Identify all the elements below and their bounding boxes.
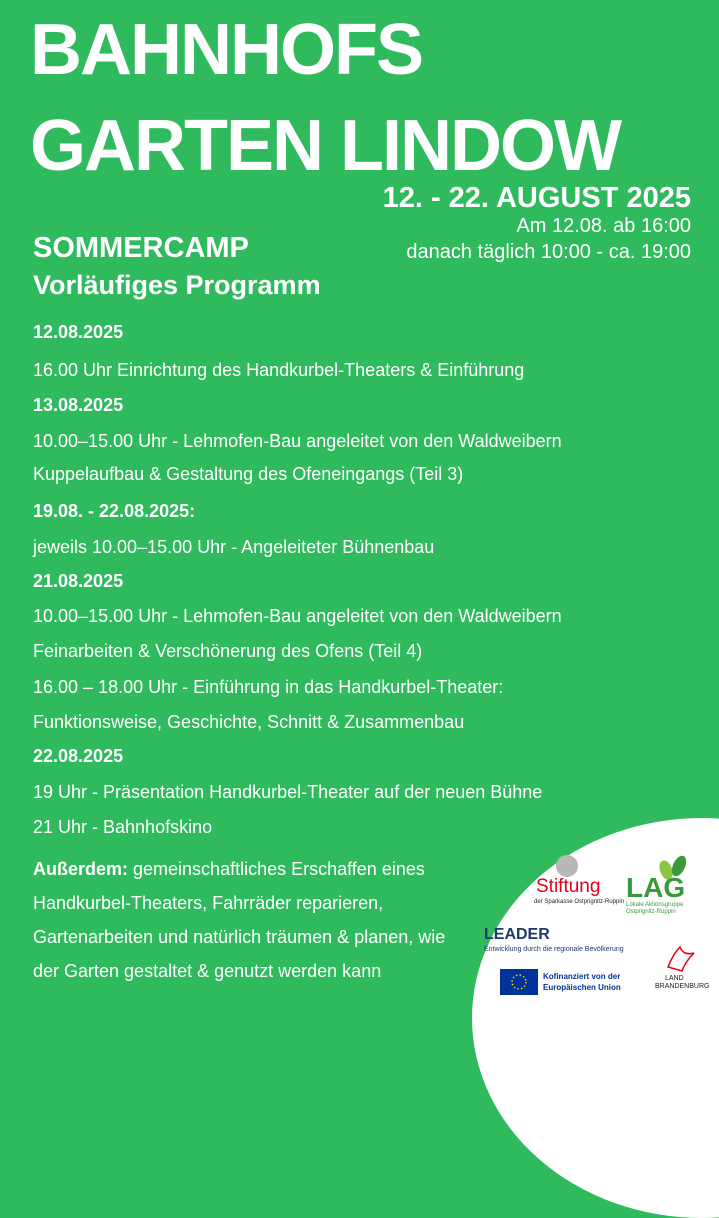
title-line-2: GARTEN LINDOW [30, 106, 620, 186]
schedule-line: Funktionsweise, Geschichte, Schnitt & Zusammenbau [33, 712, 465, 732]
brandenburg-text-2: BRANDENBURG [655, 983, 710, 990]
schedule-line: 10.00–15.00 Uhr - Lehmofen-Bau angeleitet von den Waldweibern [33, 606, 562, 626]
schedule-line: jeweils 10.00–15.00 Uhr - Angeleiteter Bühnenbau [33, 537, 435, 557]
camp-heading: SOMMERCAMP [33, 232, 249, 264]
title-line-1: BAHNHOFS [30, 10, 422, 90]
schedule-line: 10.00–15.00 Uhr - Lehmofen-Bau angeleitet von den Waldweibern [33, 431, 562, 451]
leader-subtitle: Entwicklung durch die regionale Bevölkerung [484, 946, 624, 953]
schedule-line: 19 Uhr - Präsentation Handkurbel-Theater auf der neuen Bühne [33, 782, 543, 802]
lag-subtitle-2: Ostprignitz-Ruppin [626, 909, 676, 915]
schedule-line: 16.00 Uhr Einrichtung des Handkurbel-Theaters & Einführung [33, 360, 525, 380]
schedule-line: 12.08.2025 [33, 322, 124, 342]
brandenburg-eagle-icon [664, 943, 696, 973]
eu-text-2: Europäischen Union [543, 983, 621, 992]
stiftung-subtitle: der Sparkasse Ostprignitz-Ruppin [534, 899, 625, 905]
daily-hours: danach täglich 10:00 - ca. 19:00 [406, 241, 691, 263]
schedule-line: Feinarbeiten & Verschönerung des Ofens (Teil 4) [33, 641, 423, 661]
opening-time: Am 12.08. ab 16:00 [516, 215, 691, 237]
additional-activities [33, 852, 473, 988]
additional-label: Außerdem: [33, 859, 129, 879]
schedule-line: 16.00 – 18.00 Uhr - Einführung in das Handkurbel-Theater: [33, 677, 504, 697]
schedule-line: Kuppelaufbau & Gestaltung des Ofeneingangs (Teil 3) [33, 464, 464, 484]
program-heading: Vorläufiges Programm [33, 270, 321, 300]
additional-text: gemeinschaftliches Erschaffen eines Handkurbel-Theaters, Fahrräder reparieren, Gartenarbeiten und natürlich träumen & planen, wie der Garten gestaltet & genutzt werden kann [33, 859, 446, 981]
brandenburg-text-1: LAND [665, 975, 684, 982]
schedule-line: 19.08. - 22.08.2025: [33, 501, 196, 521]
lag-subtitle-1: Lokale Aktionsgruppe [626, 902, 684, 908]
event-dates: 12. - 22. AUGUST 2025 [382, 182, 691, 214]
lag-logo: LAG [626, 872, 686, 903]
sparkasse-icon [556, 855, 578, 877]
eu-text-1: Kofinanziert von der [543, 972, 621, 981]
leader-logo: LEADER [484, 926, 550, 943]
schedule-line: 21 Uhr - Bahnhofskino [33, 817, 213, 837]
schedule-line: 22.08.2025 [33, 746, 124, 766]
stiftung-logo: Stiftung [536, 876, 601, 897]
eu-flag-icon [500, 969, 538, 995]
schedule-line: 13.08.2025 [33, 395, 124, 415]
schedule-line: 21.08.2025 [33, 571, 124, 591]
